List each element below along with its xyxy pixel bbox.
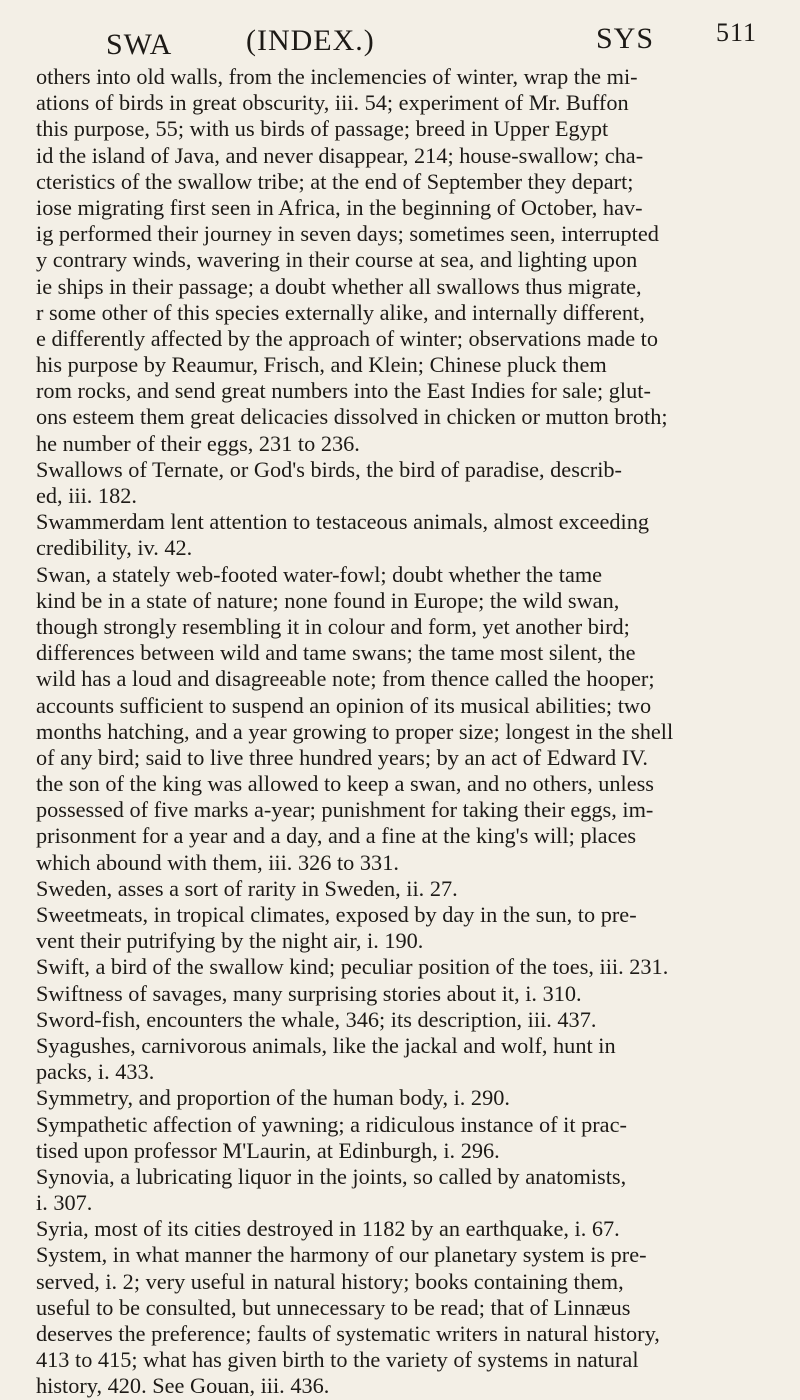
- index-line: Symmetry, and proportion of the human body, i. 290.: [36, 1085, 510, 1111]
- index-line: the son of the king was allowed to keep a swan, and no others, unless: [36, 771, 654, 797]
- index-line: possessed of five marks a-year; punishment for taking their eggs, im-: [36, 797, 654, 823]
- header-center-title: (INDEX.): [246, 24, 375, 57]
- index-line: ations of birds in great obscurity, iii. 54; experiment of Mr. Buffon: [36, 90, 629, 116]
- index-line: Syagushes, carnivorous animals, like the jackal and wolf, hunt in: [36, 1032, 616, 1058]
- index-line: his purpose by Reaumur, Frisch, and Klein; Chinese pluck them: [36, 352, 607, 378]
- index-line: deserves the preference; faults of systematic writers in natural history,: [36, 1321, 660, 1346]
- index-line: e differently affected by the approach of winter; observations made to: [36, 325, 659, 351]
- index-line: r some other of this species externally alike, and internally different,: [36, 299, 645, 325]
- index-line: Swammerdam lent attention to testaceous animals, almost exceeding: [36, 509, 649, 535]
- index-line: y contrary winds, wavering in their course at sea, and lighting upon: [36, 247, 638, 273]
- index-line: Swift, a bird of the swallow kind; peculiar position of the toes, iii. 231.: [36, 954, 669, 980]
- index-line: i. 307.: [36, 1190, 93, 1216]
- index-line: vent their putrifying by the night air, i. 190.: [36, 928, 424, 954]
- index-line: tised upon professor M'Laurin, at Edinburgh, i. 296.: [36, 1137, 500, 1163]
- index-line: ed, iii. 182.: [36, 483, 137, 508]
- index-line: Syria, most of its cities destroyed in 1182 by an earthquake, i. 67.: [36, 1216, 620, 1242]
- index-line: accounts sufficient to suspend an opinion of its musical abilities; two: [36, 692, 652, 718]
- index-line: System, in what manner the harmony of our planetary system is pre-: [36, 1242, 647, 1268]
- page-number: 511: [716, 18, 758, 47]
- index-line: cteristics of the swallow tribe; at the end of September they depart;: [36, 168, 634, 194]
- index-line: ie ships in their passage; a doubt whether all swallows thus migrate,: [36, 273, 642, 299]
- index-line: credibility, iv. 42.: [36, 535, 193, 561]
- header-right-word: SYS: [596, 22, 655, 55]
- index-line: months hatching, and a year growing to proper size; longest in the shell: [36, 718, 674, 744]
- index-line: history, 420. See Gouan, iii. 436.: [36, 1373, 330, 1399]
- index-line: which abound with them, iii. 326 to 331.: [36, 849, 399, 875]
- index-line: ons esteem them great delicacies dissolved in chicken or mutton broth;: [36, 404, 668, 430]
- index-line: he number of their eggs, 231 to 236.: [36, 430, 360, 456]
- index-line: Sympathetic affection of yawning; a ridiculous instance of it prac-: [36, 1111, 627, 1137]
- index-line: others into old walls, from the inclemencies of winter, wrap the mi-: [36, 64, 638, 89]
- index-line: packs, i. 433.: [36, 1059, 155, 1085]
- index-line: wild has a loud and disagreeable note; from thence called the hooper;: [36, 666, 655, 692]
- index-line: Swan, a stately web-footed water-fowl; doubt whether the tame: [36, 561, 603, 587]
- header-left-word: SWA: [106, 28, 173, 61]
- index-line: Swiftness of savages, many surprising stories about it, i. 310.: [36, 980, 582, 1006]
- index-line: Sweden, asses a sort of rarity in Sweden, ii. 27.: [36, 875, 458, 901]
- index-line: kind be in a state of nature; none found in Europe; the wild swan,: [36, 587, 620, 613]
- index-line: Sweetmeats, in tropical climates, exposed by day in the sun, to pre-: [36, 902, 637, 927]
- index-line: Sword-fish, encounters the whale, 346; its description, iii. 437.: [36, 1006, 597, 1032]
- index-line: id the island of Java, and never disappear, 214; house-swallow; cha-: [36, 142, 644, 168]
- index-line: prisonment for a year and a day, and a fine at the king's will; places: [36, 823, 637, 849]
- index-line: differences between wild and tame swans; the tame most silent, the: [36, 640, 636, 666]
- running-header: [36, 18, 764, 64]
- index-line: 413 to 415; what has given birth to the variety of systems in natural: [36, 1347, 639, 1373]
- index-line: rom rocks, and send great numbers into the East Indies for sale; glut-: [36, 378, 651, 404]
- index-body: [36, 64, 764, 1400]
- index-line: useful to be consulted, but unnecessary to be read; that of Linnæus: [36, 1294, 631, 1320]
- index-line: iose migrating first seen in Africa, in the beginning of October, hav-: [36, 194, 643, 220]
- index-line: ig performed their journey in seven days; sometimes seen, interrupted: [36, 221, 659, 247]
- index-line: Synovia, a lubricating liquor in the joints, so called by anatomists,: [36, 1163, 627, 1189]
- index-line: served, i. 2; very useful in natural history; books containing them,: [36, 1268, 624, 1294]
- index-line: though strongly resembling it in colour and form, yet another bird;: [36, 613, 630, 639]
- index-line: Swallows of Ternate, or God's birds, the bird of paradise, describ-: [36, 456, 622, 482]
- index-line: this purpose, 55; with us birds of passage; breed in Upper Egypt: [36, 116, 609, 142]
- index-line: of any bird; said to live three hundred years; by an act of Edward IV.: [36, 744, 648, 770]
